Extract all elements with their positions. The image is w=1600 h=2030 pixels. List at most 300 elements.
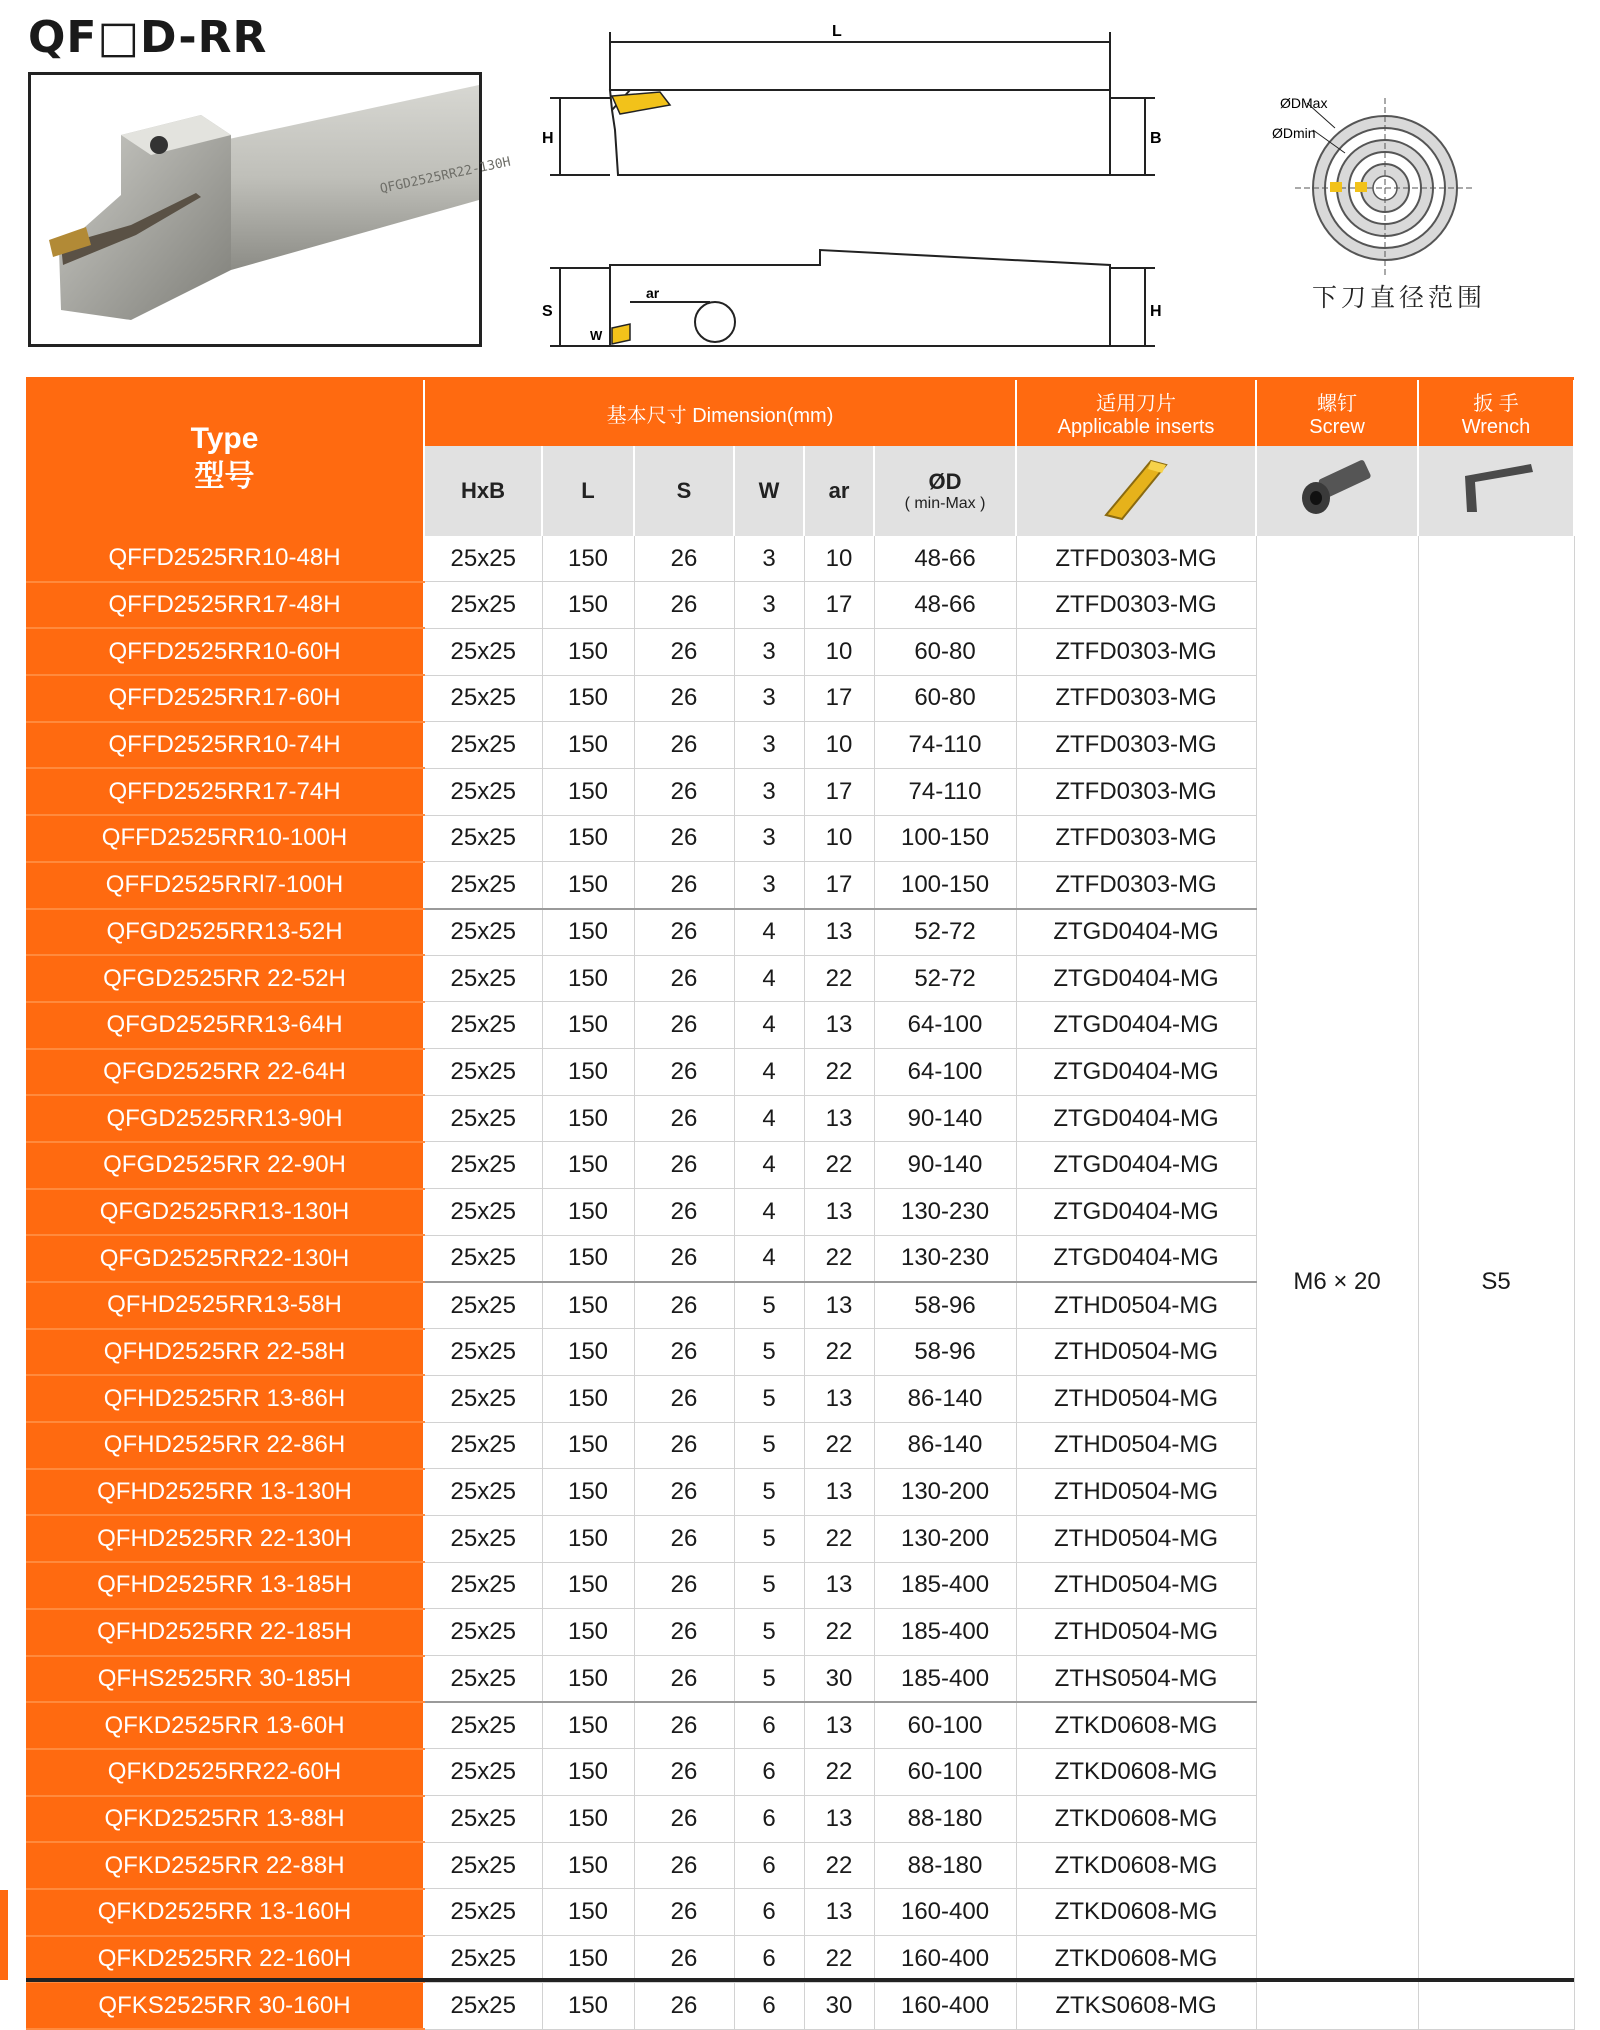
cell-insert: ZTHD0504-MG [1016, 1515, 1256, 1562]
cell-w: 5 [734, 1469, 804, 1516]
cell-l: 150 [542, 1889, 634, 1936]
cell-type: QFGD2525RR13-64H [26, 1002, 424, 1049]
cell-d: 185-400 [874, 1609, 1016, 1656]
cell-d: 160-400 [874, 1889, 1016, 1936]
cell-hxb: 25x25 [424, 1235, 542, 1282]
cell-w: 3 [734, 768, 804, 815]
cell-type: QFFD2525RR17-48H [26, 582, 424, 629]
cell-d: 160-400 [874, 1982, 1016, 2029]
cell-s: 26 [634, 955, 734, 1002]
cell-hxb: 25x25 [424, 1562, 542, 1609]
cell-insert: ZTFD0303-MG [1016, 536, 1256, 582]
cell-d: 64-100 [874, 1049, 1016, 1096]
cell-hxb: 25x25 [424, 1002, 542, 1049]
cell-hxb: 25x25 [424, 1936, 542, 1983]
cell-w: 6 [734, 1982, 804, 2029]
cell-d: 58-96 [874, 1329, 1016, 1376]
cell-d: 52-72 [874, 909, 1016, 956]
cell-s: 26 [634, 1609, 734, 1656]
cell-s: 26 [634, 768, 734, 815]
col-d [874, 446, 1016, 536]
cell-s: 26 [634, 1656, 734, 1703]
cell-w: 5 [734, 1329, 804, 1376]
cell-s: 26 [634, 1002, 734, 1049]
cell-w: 3 [734, 628, 804, 675]
spec-table [26, 380, 1575, 2030]
cell-hxb: 25x25 [424, 582, 542, 629]
cell-s: 26 [634, 582, 734, 629]
cell-d: 88-180 [874, 1796, 1016, 1843]
cell-w: 3 [734, 536, 804, 582]
header-type-en: Type [190, 422, 259, 455]
cell-d: 185-400 [874, 1562, 1016, 1609]
cell-d: 88-180 [874, 1842, 1016, 1889]
cell-type: QFHD2525RR 22-86H [26, 1422, 424, 1469]
cell-ar: 10 [804, 722, 874, 769]
cell-ar: 13 [804, 1796, 874, 1843]
cell-ar: 30 [804, 1656, 874, 1703]
cell-l: 150 [542, 1375, 634, 1422]
cell-insert: ZTGD0404-MG [1016, 1002, 1256, 1049]
cell-d: 185-400 [874, 1656, 1016, 1703]
cell-w: 5 [734, 1282, 804, 1329]
cell-w: 5 [734, 1609, 804, 1656]
cell-w: 3 [734, 722, 804, 769]
cell-w: 4 [734, 1235, 804, 1282]
cell-type: QFHD2525RR13-58H [26, 1282, 424, 1329]
cell-s: 26 [634, 1469, 734, 1516]
cell-s: 26 [634, 1936, 734, 1983]
cell-l: 150 [542, 955, 634, 1002]
cell-hxb: 25x25 [424, 768, 542, 815]
cell-insert: ZTGD0404-MG [1016, 1235, 1256, 1282]
cell-s: 26 [634, 1889, 734, 1936]
cell-l: 150 [542, 1095, 634, 1142]
cell-hxb: 25x25 [424, 1329, 542, 1376]
cell-hxb: 25x25 [424, 955, 542, 1002]
cell-l: 150 [542, 675, 634, 722]
cell-hxb: 25x25 [424, 1842, 542, 1889]
cell-s: 26 [634, 722, 734, 769]
cell-l: 150 [542, 1422, 634, 1469]
cell-ar: 22 [804, 955, 874, 1002]
cell-d: 58-96 [874, 1282, 1016, 1329]
page-title: QF□D-RR [28, 12, 268, 63]
cell-type: QFHD2525RR 13-86H [26, 1375, 424, 1422]
cell-hxb: 25x25 [424, 1189, 542, 1236]
cell-ar: 13 [804, 1375, 874, 1422]
cell-s: 26 [634, 1282, 734, 1329]
cell-w: 6 [734, 1842, 804, 1889]
cell-s: 26 [634, 1982, 734, 2029]
cell-hxb: 25x25 [424, 1422, 542, 1469]
cell-ar: 17 [804, 675, 874, 722]
cell-hxb: 25x25 [424, 1702, 542, 1749]
cell-type: QFHD2525RR 22-185H [26, 1609, 424, 1656]
cell-l: 150 [542, 722, 634, 769]
label-B: B [1150, 130, 1162, 147]
cell-insert: ZTFD0303-MG [1016, 722, 1256, 769]
cell-insert: ZTHD0504-MG [1016, 1422, 1256, 1469]
cell-ar: 13 [804, 1889, 874, 1936]
cell-ar: 17 [804, 862, 874, 909]
cell-s: 26 [634, 1422, 734, 1469]
cell-insert: ZTKD0608-MG [1016, 1842, 1256, 1889]
cell-s: 26 [634, 1329, 734, 1376]
cell-ar: 10 [804, 628, 874, 675]
cell-insert: ZTKD0608-MG [1016, 1796, 1256, 1843]
cell-hxb: 25x25 [424, 536, 542, 582]
cell-ar: 22 [804, 1142, 874, 1189]
table-row [26, 536, 1574, 582]
cell-s: 26 [634, 1235, 734, 1282]
cell-insert: ZTGD0404-MG [1016, 909, 1256, 956]
cell-ar: 22 [804, 1515, 874, 1562]
wrench-icon [1451, 458, 1541, 518]
col-hxb: HxB [424, 446, 542, 536]
cell-insert: ZTGD0404-MG [1016, 1049, 1256, 1096]
cell-ar: 17 [804, 768, 874, 815]
cell-ar: 22 [804, 1936, 874, 1983]
cell-d: 86-140 [874, 1375, 1016, 1422]
cell-ar: 13 [804, 1282, 874, 1329]
cell-s: 26 [634, 675, 734, 722]
tool-holder-illustration [31, 75, 512, 344]
cell-w: 6 [734, 1936, 804, 1983]
insert-icon-cell [1016, 446, 1256, 536]
cell-type: QFGD2525RR 22-64H [26, 1049, 424, 1096]
cell-d: 130-230 [874, 1189, 1016, 1236]
cell-s: 26 [634, 1142, 734, 1189]
cell-ar: 10 [804, 536, 874, 582]
cell-insert: ZTHS0504-MG [1016, 1656, 1256, 1703]
cell-hxb: 25x25 [424, 1142, 542, 1189]
label-dmax: ØDMax [1280, 95, 1328, 111]
cell-w: 4 [734, 1049, 804, 1096]
cell-hxb: 25x25 [424, 722, 542, 769]
product-photo [28, 72, 512, 347]
cell-insert: ZTFD0303-MG [1016, 628, 1256, 675]
cell-insert: ZTHD0504-MG [1016, 1329, 1256, 1376]
cell-s: 26 [634, 1796, 734, 1843]
cell-s: 26 [634, 1842, 734, 1889]
cell-type: QFFD2525RRl7-100H [26, 862, 424, 909]
cell-insert: ZTKD0608-MG [1016, 1702, 1256, 1749]
cell-type: QFKD2525RR22-60H [26, 1749, 424, 1796]
col-d-label: ØD [928, 469, 962, 494]
cell-s: 26 [634, 1562, 734, 1609]
cell-w: 6 [734, 1889, 804, 1936]
cell-type: QFFD2525RR10-74H [26, 722, 424, 769]
cell-ar: 17 [804, 582, 874, 629]
cell-d: 60-100 [874, 1702, 1016, 1749]
cell-wrench: S5 [1418, 536, 1574, 2029]
cell-l: 150 [542, 862, 634, 909]
label-W: W [590, 328, 603, 343]
cell-l: 150 [542, 1002, 634, 1049]
header-inserts-cn: 适用刀片 [1096, 393, 1177, 415]
cell-type: QFKD2525RR 22-160H [26, 1936, 424, 1983]
cell-insert: ZTGD0404-MG [1016, 1095, 1256, 1142]
cell-ar: 13 [804, 1189, 874, 1236]
cell-type: QFHD2525RR 13-130H [26, 1469, 424, 1516]
header-wrench-en: Wrench [1461, 416, 1531, 438]
cell-s: 26 [634, 909, 734, 956]
label-H-top: H [542, 130, 554, 147]
cell-type: QFGD2525RR 22-90H [26, 1142, 424, 1189]
cell-type: QFHD2525RR 22-130H [26, 1515, 424, 1562]
cell-type: QFKD2525RR 13-160H [26, 1889, 424, 1936]
cell-w: 5 [734, 1515, 804, 1562]
radius-caption: 下刀直径范围 [1312, 283, 1487, 312]
cell-insert: ZTFD0303-MG [1016, 815, 1256, 862]
cell-d: 130-200 [874, 1469, 1016, 1516]
cell-l: 150 [542, 1282, 634, 1329]
col-l: L [542, 446, 634, 536]
cell-hxb: 25x25 [424, 1515, 542, 1562]
cell-w: 3 [734, 862, 804, 909]
cell-d: 64-100 [874, 1002, 1016, 1049]
cell-type: QFGD2525RR13-52H [26, 909, 424, 956]
cell-hxb: 25x25 [424, 1889, 542, 1936]
cell-d: 48-66 [874, 582, 1016, 629]
cell-l: 150 [542, 1189, 634, 1236]
cell-s: 26 [634, 815, 734, 862]
cell-type: QFGD2525RR 22-52H [26, 955, 424, 1002]
label-ar: ar [646, 285, 660, 301]
cell-d: 160-400 [874, 1936, 1016, 1983]
cell-l: 150 [542, 1469, 634, 1516]
cell-type: QFKD2525RR 13-60H [26, 1702, 424, 1749]
cell-insert: ZTGD0404-MG [1016, 1189, 1256, 1236]
cell-ar: 13 [804, 909, 874, 956]
cell-insert: ZTKD0608-MG [1016, 1889, 1256, 1936]
cell-hxb: 25x25 [424, 1282, 542, 1329]
cell-ar: 22 [804, 1235, 874, 1282]
cell-insert: ZTHD0504-MG [1016, 1609, 1256, 1656]
cell-d: 74-110 [874, 722, 1016, 769]
cell-hxb: 25x25 [424, 1749, 542, 1796]
header-type-cn: 型号 [194, 460, 255, 493]
col-ar: ar [804, 446, 874, 536]
cell-insert: ZTHD0504-MG [1016, 1562, 1256, 1609]
cell-w: 4 [734, 1142, 804, 1189]
header-wrench-cn: 扳 手 [1473, 393, 1519, 415]
cell-s: 26 [634, 1049, 734, 1096]
cell-hxb: 25x25 [424, 1095, 542, 1142]
cell-d: 74-110 [874, 768, 1016, 815]
cell-l: 150 [542, 1142, 634, 1189]
cell-w: 6 [734, 1749, 804, 1796]
cell-ar: 22 [804, 1842, 874, 1889]
label-H-side: H [1150, 303, 1162, 320]
cell-w: 4 [734, 1002, 804, 1049]
col-s: S [634, 446, 734, 536]
cell-w: 5 [734, 1422, 804, 1469]
cell-l: 150 [542, 909, 634, 956]
spec-table-body [26, 536, 1574, 2029]
cell-s: 26 [634, 536, 734, 582]
cell-d: 60-100 [874, 1749, 1016, 1796]
cell-ar: 13 [804, 1002, 874, 1049]
cell-ar: 13 [804, 1469, 874, 1516]
cell-d: 130-200 [874, 1515, 1016, 1562]
cell-w: 6 [734, 1702, 804, 1749]
cell-insert: ZTHD0504-MG [1016, 1282, 1256, 1329]
cell-ar: 30 [804, 1982, 874, 2029]
cell-ar: 22 [804, 1049, 874, 1096]
cell-l: 150 [542, 1235, 634, 1282]
cell-s: 26 [634, 1702, 734, 1749]
cell-w: 3 [734, 675, 804, 722]
cell-hxb: 25x25 [424, 1982, 542, 2029]
cell-d: 52-72 [874, 955, 1016, 1002]
label-L: L [832, 23, 842, 40]
cell-l: 150 [542, 1842, 634, 1889]
header-screw-cn: 螺钉 [1317, 393, 1358, 415]
cell-w: 4 [734, 955, 804, 1002]
cell-s: 26 [634, 1375, 734, 1422]
cell-w: 3 [734, 815, 804, 862]
cell-type: QFGD2525RR13-130H [26, 1189, 424, 1236]
cell-l: 150 [542, 536, 634, 582]
cell-hxb: 25x25 [424, 1656, 542, 1703]
cell-d: 100-150 [874, 815, 1016, 862]
cell-l: 150 [542, 1982, 634, 2029]
cell-s: 26 [634, 1515, 734, 1562]
cell-type: QFFD2525RR10-100H [26, 815, 424, 862]
cell-l: 150 [542, 1562, 634, 1609]
cell-ar: 13 [804, 1095, 874, 1142]
cell-w: 5 [734, 1375, 804, 1422]
cell-ar: 22 [804, 1749, 874, 1796]
insert-icon [1096, 453, 1176, 523]
label-dmin: ØDmin [1272, 125, 1316, 141]
cell-ar: 13 [804, 1702, 874, 1749]
cell-hxb: 25x25 [424, 1469, 542, 1516]
cell-l: 150 [542, 1329, 634, 1376]
cell-type: QFHD2525RR 13-185H [26, 1562, 424, 1609]
cell-w: 6 [734, 1796, 804, 1843]
cell-insert: ZTHD0504-MG [1016, 1375, 1256, 1422]
cell-d: 90-140 [874, 1095, 1016, 1142]
cell-d: 100-150 [874, 862, 1016, 909]
cell-hxb: 25x25 [424, 1609, 542, 1656]
cell-d: 130-230 [874, 1235, 1016, 1282]
cell-s: 26 [634, 862, 734, 909]
technical-drawings [520, 10, 1600, 375]
cell-l: 150 [542, 1936, 634, 1983]
cell-l: 150 [542, 1656, 634, 1703]
cell-w: 3 [734, 582, 804, 629]
cell-insert: ZTGD0404-MG [1016, 955, 1256, 1002]
cell-l: 150 [542, 1049, 634, 1096]
cell-hxb: 25x25 [424, 1049, 542, 1096]
cell-d: 90-140 [874, 1142, 1016, 1189]
cell-hxb: 25x25 [424, 1796, 542, 1843]
cell-s: 26 [634, 628, 734, 675]
header-screw-en: Screw [1309, 416, 1365, 438]
cell-s: 26 [634, 1095, 734, 1142]
engraving-text: QFGD2525RR22-130H [378, 154, 512, 197]
cell-hxb: 25x25 [424, 1375, 542, 1422]
cell-w: 4 [734, 1189, 804, 1236]
cell-l: 150 [542, 1609, 634, 1656]
cell-l: 150 [542, 815, 634, 862]
cell-hxb: 25x25 [424, 628, 542, 675]
screw-icon-cell [1256, 446, 1418, 536]
cell-type: QFFD2525RR10-60H [26, 628, 424, 675]
cell-ar: 10 [804, 815, 874, 862]
cell-w: 5 [734, 1562, 804, 1609]
cell-ar: 22 [804, 1609, 874, 1656]
cell-type: QFGD2525RR13-90H [26, 1095, 424, 1142]
cell-l: 150 [542, 582, 634, 629]
header-inserts [1016, 380, 1256, 446]
cell-d: 86-140 [874, 1422, 1016, 1469]
screw-icon [1292, 458, 1382, 518]
cell-w: 4 [734, 909, 804, 956]
cell-l: 150 [542, 1796, 634, 1843]
cell-type: QFFD2525RR17-74H [26, 768, 424, 815]
cell-ar: 22 [804, 1329, 874, 1376]
cell-insert: ZTKD0608-MG [1016, 1749, 1256, 1796]
cell-insert: ZTFD0303-MG [1016, 768, 1256, 815]
cell-l: 150 [542, 768, 634, 815]
cell-type: QFGD2525RR22-130H [26, 1235, 424, 1282]
cell-type: QFFD2525RR10-48H [26, 536, 424, 582]
cell-hxb: 25x25 [424, 909, 542, 956]
cell-insert: ZTGD0404-MG [1016, 1142, 1256, 1189]
cell-l: 150 [542, 1749, 634, 1796]
wrench-icon-cell [1418, 446, 1574, 536]
cell-d: 48-66 [874, 536, 1016, 582]
cell-type: QFFD2525RR17-60H [26, 675, 424, 722]
cell-hxb: 25x25 [424, 862, 542, 909]
cell-d: 60-80 [874, 628, 1016, 675]
col-w: W [734, 446, 804, 536]
cell-type: QFKS2525RR 30-160H [26, 1982, 424, 2029]
header-screw [1256, 380, 1418, 446]
cell-insert: ZTFD0303-MG [1016, 582, 1256, 629]
header-wrench [1418, 380, 1574, 446]
cell-insert: ZTKD0608-MG [1016, 1936, 1256, 1983]
cell-insert: ZTFD0303-MG [1016, 675, 1256, 722]
cell-s: 26 [634, 1189, 734, 1236]
cell-d: 60-80 [874, 675, 1016, 722]
cell-insert: ZTFD0303-MG [1016, 862, 1256, 909]
cell-type: QFHD2525RR 22-58H [26, 1329, 424, 1376]
radius-diagram [1295, 98, 1475, 278]
cell-s: 26 [634, 1749, 734, 1796]
cell-w: 5 [734, 1656, 804, 1703]
cell-w: 4 [734, 1095, 804, 1142]
cell-hxb: 25x25 [424, 815, 542, 862]
cell-screw: M6 × 20 [1256, 536, 1418, 2029]
col-d-sub: ( min-Max ) [904, 495, 986, 512]
cell-insert: ZTHD0504-MG [1016, 1469, 1256, 1516]
bottom-rule [26, 1978, 1574, 1982]
cell-insert: ZTKS0608-MG [1016, 1982, 1256, 2029]
cell-type: QFHS2525RR 30-185H [26, 1656, 424, 1703]
cell-l: 150 [542, 1702, 634, 1749]
header-dimension: 基本尺寸 Dimension(mm) [424, 380, 1016, 446]
cell-ar: 22 [804, 1422, 874, 1469]
cell-ar: 13 [804, 1562, 874, 1609]
left-accent [0, 1890, 8, 1980]
cell-type: QFKD2525RR 22-88H [26, 1842, 424, 1889]
label-S: S [542, 303, 553, 320]
